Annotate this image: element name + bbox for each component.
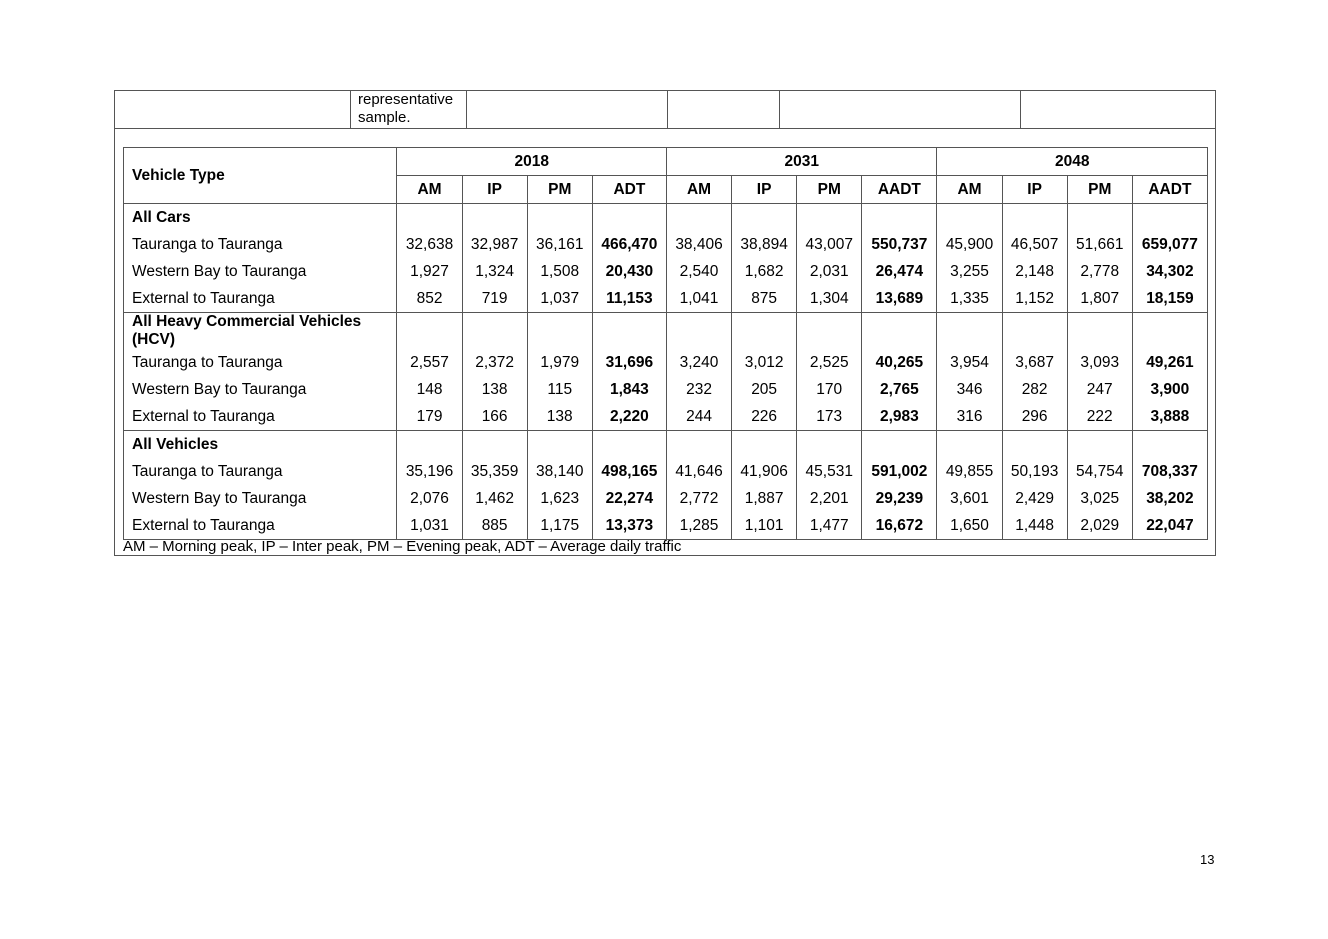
row-label: Western Bay to Tauranga	[124, 258, 397, 285]
value-cell: 54,754	[1067, 458, 1132, 485]
value-cell: 719	[462, 285, 527, 313]
value-cell: 45,531	[797, 458, 862, 485]
value-cell: 3,240	[666, 349, 731, 376]
period-header: AADT	[862, 176, 937, 204]
traffic-volume-table	[123, 147, 1208, 540]
value-cell: 35,196	[397, 458, 462, 485]
value-cell: 205	[732, 376, 797, 403]
row-label: External to Tauranga	[124, 285, 397, 313]
daily-total-cell: 3,900	[1132, 376, 1207, 403]
section-row	[124, 431, 1208, 459]
value-cell: 1,682	[732, 258, 797, 285]
empty-cell	[937, 431, 1002, 459]
value-cell: 244	[666, 403, 731, 431]
daily-total-cell: 13,373	[592, 512, 666, 540]
value-cell: 885	[462, 512, 527, 540]
empty-cell	[397, 204, 462, 232]
empty-cell	[592, 431, 666, 459]
row-divider	[667, 90, 668, 129]
period-header: AM	[397, 176, 462, 204]
empty-cell	[732, 313, 797, 350]
row-divider	[1020, 90, 1021, 129]
section-title: All Vehicles	[124, 431, 397, 459]
value-cell: 41,906	[732, 458, 797, 485]
value-cell: 138	[527, 403, 592, 431]
daily-total-cell: 2,765	[862, 376, 937, 403]
empty-cell	[1067, 204, 1132, 232]
value-cell: 38,140	[527, 458, 592, 485]
daily-total-cell: 550,737	[862, 231, 937, 258]
daily-total-cell: 2,220	[592, 403, 666, 431]
daily-total-cell: 708,337	[1132, 458, 1207, 485]
value-cell: 1,448	[1002, 512, 1067, 540]
period-header: AADT	[1132, 176, 1207, 204]
value-cell: 316	[937, 403, 1002, 431]
row-label: Tauranga to Tauranga	[124, 458, 397, 485]
empty-cell	[862, 431, 937, 459]
period-header: AM	[666, 176, 731, 204]
value-cell: 1,979	[527, 349, 592, 376]
empty-cell	[1132, 431, 1207, 459]
year-header-row	[124, 148, 1208, 176]
daily-total-cell: 3,888	[1132, 403, 1207, 431]
row-label: External to Tauranga	[124, 403, 397, 431]
empty-cell	[527, 204, 592, 232]
table-body	[124, 204, 1208, 540]
value-cell: 50,193	[1002, 458, 1067, 485]
value-cell: 32,638	[397, 231, 462, 258]
value-cell: 179	[397, 403, 462, 431]
daily-total-cell: 34,302	[1132, 258, 1207, 285]
empty-cell	[397, 431, 462, 459]
value-cell: 296	[1002, 403, 1067, 431]
daily-total-cell: 29,239	[862, 485, 937, 512]
value-cell: 2,557	[397, 349, 462, 376]
daily-total-cell: 22,274	[592, 485, 666, 512]
value-cell: 1,324	[462, 258, 527, 285]
table-row	[124, 485, 1208, 512]
value-cell: 1,152	[1002, 285, 1067, 313]
value-cell: 46,507	[1002, 231, 1067, 258]
empty-cell	[527, 431, 592, 459]
value-cell: 2,772	[666, 485, 731, 512]
empty-cell	[1067, 431, 1132, 459]
period-header: IP	[1002, 176, 1067, 204]
value-cell: 1,887	[732, 485, 797, 512]
daily-total-cell: 13,689	[862, 285, 937, 313]
value-cell: 166	[462, 403, 527, 431]
value-cell: 1,335	[937, 285, 1002, 313]
year-header: 2031	[666, 148, 937, 176]
value-cell: 2,076	[397, 485, 462, 512]
section-title: All Cars	[124, 204, 397, 232]
row-label: Tauranga to Tauranga	[124, 349, 397, 376]
row-label: External to Tauranga	[124, 512, 397, 540]
table-row	[124, 403, 1208, 431]
value-cell: 875	[732, 285, 797, 313]
empty-cell	[592, 313, 666, 350]
table-row	[124, 231, 1208, 258]
value-cell: 2,029	[1067, 512, 1132, 540]
value-cell: 51,661	[1067, 231, 1132, 258]
empty-cell	[862, 313, 937, 350]
empty-cell	[1067, 313, 1132, 350]
value-cell: 2,525	[797, 349, 862, 376]
value-cell: 1,807	[1067, 285, 1132, 313]
value-cell: 2,372	[462, 349, 527, 376]
daily-total-cell: 22,047	[1132, 512, 1207, 540]
empty-cell	[666, 204, 731, 232]
value-cell: 1,175	[527, 512, 592, 540]
table-footnote: AM – Morning peak, IP – Inter peak, PM – Evening peak, ADT – Average daily traffic	[123, 538, 682, 555]
value-cell: 38,894	[732, 231, 797, 258]
empty-cell	[462, 204, 527, 232]
value-cell: 1,508	[527, 258, 592, 285]
empty-cell	[937, 204, 1002, 232]
empty-cell	[666, 313, 731, 350]
table-row	[124, 458, 1208, 485]
section-row	[124, 204, 1208, 232]
value-cell: 173	[797, 403, 862, 431]
value-cell: 232	[666, 376, 731, 403]
table-row	[124, 349, 1208, 376]
empty-cell	[1132, 313, 1207, 350]
value-cell: 3,012	[732, 349, 797, 376]
previous-row-text: representative sample.	[358, 91, 454, 126]
period-header: IP	[732, 176, 797, 204]
table-row	[124, 512, 1208, 540]
value-cell: 3,093	[1067, 349, 1132, 376]
daily-total-cell: 16,672	[862, 512, 937, 540]
empty-cell	[462, 313, 527, 350]
daily-total-cell: 591,002	[862, 458, 937, 485]
period-header: PM	[527, 176, 592, 204]
value-cell: 138	[462, 376, 527, 403]
empty-cell	[462, 431, 527, 459]
value-cell: 1,101	[732, 512, 797, 540]
vehicle-type-header: Vehicle Type	[124, 148, 397, 204]
empty-cell	[666, 431, 731, 459]
section-row	[124, 313, 1208, 350]
empty-cell	[797, 431, 862, 459]
value-cell: 43,007	[797, 231, 862, 258]
value-cell: 115	[527, 376, 592, 403]
daily-total-cell: 20,430	[592, 258, 666, 285]
value-cell: 1,041	[666, 285, 731, 313]
table-row	[124, 285, 1208, 313]
value-cell: 3,954	[937, 349, 1002, 376]
daily-total-cell: 11,153	[592, 285, 666, 313]
value-cell: 49,855	[937, 458, 1002, 485]
value-cell: 1,477	[797, 512, 862, 540]
period-header: PM	[1067, 176, 1132, 204]
value-cell: 222	[1067, 403, 1132, 431]
row-label: Tauranga to Tauranga	[124, 231, 397, 258]
empty-cell	[527, 313, 592, 350]
value-cell: 2,031	[797, 258, 862, 285]
empty-cell	[797, 313, 862, 350]
value-cell: 1,031	[397, 512, 462, 540]
table-row	[124, 376, 1208, 403]
empty-cell	[797, 204, 862, 232]
empty-cell	[1002, 313, 1067, 350]
value-cell: 3,687	[1002, 349, 1067, 376]
row-label: Western Bay to Tauranga	[124, 376, 397, 403]
empty-cell	[1002, 204, 1067, 232]
daily-total-cell: 40,265	[862, 349, 937, 376]
value-cell: 2,429	[1002, 485, 1067, 512]
value-cell: 148	[397, 376, 462, 403]
value-cell: 38,406	[666, 231, 731, 258]
period-header: AM	[937, 176, 1002, 204]
section-title: All Heavy Commercial Vehicles (HCV)	[124, 313, 397, 350]
value-cell: 2,778	[1067, 258, 1132, 285]
daily-total-cell: 26,474	[862, 258, 937, 285]
value-cell: 36,161	[527, 231, 592, 258]
empty-cell	[1132, 204, 1207, 232]
value-cell: 346	[937, 376, 1002, 403]
empty-cell	[1002, 431, 1067, 459]
value-cell: 45,900	[937, 231, 1002, 258]
value-cell: 852	[397, 285, 462, 313]
row-divider	[779, 90, 780, 129]
daily-total-cell: 2,983	[862, 403, 937, 431]
period-header: PM	[797, 176, 862, 204]
value-cell: 282	[1002, 376, 1067, 403]
period-header: IP	[462, 176, 527, 204]
value-cell: 3,601	[937, 485, 1002, 512]
value-cell: 32,987	[462, 231, 527, 258]
table-row	[124, 258, 1208, 285]
daily-total-cell: 498,165	[592, 458, 666, 485]
empty-cell	[397, 313, 462, 350]
daily-total-cell: 466,470	[592, 231, 666, 258]
previous-table-row	[114, 90, 1216, 129]
value-cell: 2,148	[1002, 258, 1067, 285]
value-cell: 170	[797, 376, 862, 403]
empty-cell	[732, 204, 797, 232]
value-cell: 1,304	[797, 285, 862, 313]
value-cell: 41,646	[666, 458, 731, 485]
value-cell: 1,462	[462, 485, 527, 512]
value-cell: 226	[732, 403, 797, 431]
daily-total-cell: 49,261	[1132, 349, 1207, 376]
row-label: Western Bay to Tauranga	[124, 485, 397, 512]
value-cell: 3,255	[937, 258, 1002, 285]
empty-cell	[937, 313, 1002, 350]
empty-cell	[592, 204, 666, 232]
value-cell: 2,201	[797, 485, 862, 512]
year-header: 2018	[397, 148, 667, 176]
value-cell: 1,285	[666, 512, 731, 540]
value-cell: 2,540	[666, 258, 731, 285]
value-cell: 3,025	[1067, 485, 1132, 512]
row-divider	[350, 90, 351, 129]
daily-total-cell: 659,077	[1132, 231, 1207, 258]
page-number: 13	[1200, 852, 1215, 867]
empty-cell	[732, 431, 797, 459]
year-header: 2048	[937, 148, 1208, 176]
value-cell: 247	[1067, 376, 1132, 403]
value-cell: 35,359	[462, 458, 527, 485]
value-cell: 1,623	[527, 485, 592, 512]
row-divider	[466, 90, 467, 129]
daily-total-cell: 38,202	[1132, 485, 1207, 512]
value-cell: 1,650	[937, 512, 1002, 540]
daily-total-cell: 18,159	[1132, 285, 1207, 313]
period-header: ADT	[592, 176, 666, 204]
value-cell: 1,927	[397, 258, 462, 285]
daily-total-cell: 31,696	[592, 349, 666, 376]
value-cell: 1,037	[527, 285, 592, 313]
daily-total-cell: 1,843	[592, 376, 666, 403]
empty-cell	[862, 204, 937, 232]
